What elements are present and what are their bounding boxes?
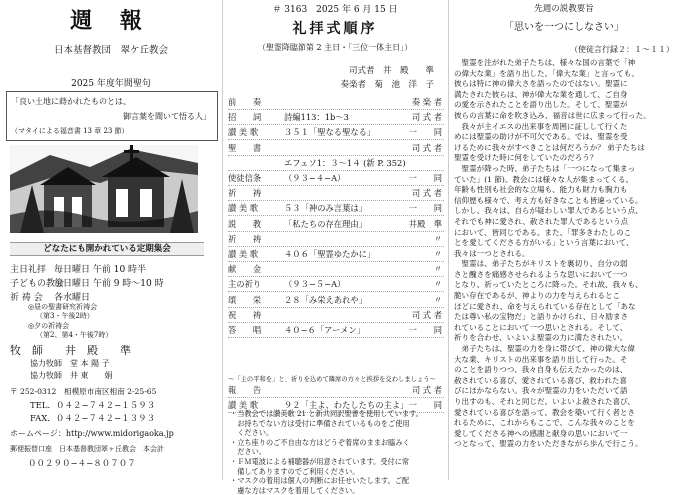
service-order-label: 祝 祷 <box>228 309 262 320</box>
verse-reference: （マタイによる福音書 13 章 23 節） <box>11 127 129 135</box>
service-order-label: 報 告 <box>228 385 262 395</box>
sermon-line: 祈りを合わせ、いよいよ聖霊の力に満たされたい。 <box>454 333 628 343</box>
service-order-who: 〃 <box>433 264 442 275</box>
service-order-who: 一 同 <box>408 203 442 214</box>
sermon-line: 彼らの言葉に命を吹き込み、福音は世に広まって行った。 <box>454 110 651 120</box>
sermon-line: 脆い存在であるが、神よりの力を与えられるとこ <box>454 291 621 301</box>
sermon-line: びにほかならない。我々が聖霊の力をいただいて語 <box>454 386 628 396</box>
schedule-sub-4: （第2、第4・午後7時） <box>36 331 113 339</box>
sermon-line: 満たされた彼らは、神が偉大な業を通して、ご自身 <box>454 89 628 99</box>
service-order-label: 祈 祷 <box>228 233 262 244</box>
sermon-line: 年齢も性別も社会的な立場も、能力も財力も胸力も <box>454 185 628 195</box>
service-order-row <box>228 126 444 140</box>
service-order-content: ９２「主よ、わたしたちの主よ」 <box>284 400 409 411</box>
service-order-who: 一 同 <box>408 127 442 138</box>
sermon-line: のことを語りつつ、我々自身も伝えたかったのは、 <box>454 365 628 375</box>
service-order-row <box>228 218 444 232</box>
service-order-label: 頌 栄 <box>228 294 262 305</box>
service-order-who: 井殿 準 <box>408 218 442 229</box>
service-order-label: 使徒信条 <box>228 173 262 183</box>
sermon-line: 我々が主イエスの出来事を周囲に証しして行くた <box>454 121 628 131</box>
sermon-scripture-reference: （使徒言行録２：１〜１１） <box>570 45 674 54</box>
service-order-label: 讃 美 歌 <box>228 249 259 259</box>
service-order-who: 一 同 <box>408 400 442 411</box>
schedule-childrens-church: 子どもの教会毎日曜日 午前 9 時〜10 時 <box>10 279 164 289</box>
service-order-row <box>228 187 444 201</box>
service-order-row <box>228 263 444 277</box>
sermon-line: の偉大な業」を語り出した。「偉大な業」と言っても、 <box>454 68 639 78</box>
peace-greeting-note: 〜「主の平和を」と、祈りを込めて隣席の方々と挨拶を交わしましょう〜 <box>228 376 436 383</box>
sermon-body <box>454 58 676 450</box>
sermon-line: 愛されている喜びを語って、教会を築いて行く者とさ <box>454 407 635 417</box>
sermon-line: たは尊い私の宝物だ」と語りかけられ、日々励まさ <box>454 312 629 322</box>
schedule-sub-2: （第3・午後2時） <box>36 312 94 320</box>
sermon-line: れるために、これからもここで、こんな我々のことを <box>454 418 635 428</box>
service-order-content: ２８「み栄えあれや」 <box>284 294 367 305</box>
order-of-service-title: 礼拝式順序 <box>292 21 378 37</box>
service-order-label: 前 奏 <box>228 97 262 107</box>
sermon-line: となり、祈っていたところに降った。それ故、我々も、 <box>454 280 643 290</box>
sermon-line: つとなって、聖霊の力をいただきながら歩んで行こう。 <box>454 439 643 449</box>
sermon-line: ほどに愛され、命を与えられている存在として「あな <box>454 301 636 311</box>
service-order-content: エフェソ1：３〜1４ (新 P. 352) <box>284 157 406 168</box>
service-order-content: ４０−６「アーメン」 <box>284 325 365 335</box>
note-line: ・ＦＭ電波による補聴器が用意されています。受付に常 <box>230 456 410 466</box>
regular-meetings-banner: どなたにも開かれている定期集会 <box>10 242 204 256</box>
verse-line-1: 「良い土地に蒔かれたものとは、 <box>11 97 131 106</box>
schedule-prayer-meeting: 祈 祷 会 各水曜日 <box>10 293 91 303</box>
service-order-row <box>228 142 444 156</box>
service-order-who: 〃 <box>433 233 442 244</box>
service-order-who: 司 式 者 <box>411 142 442 153</box>
note-line: 慮な方はマスクを着用してください。 <box>230 485 360 495</box>
service-order-who: 奏 楽 者 <box>411 97 442 107</box>
service-order-row <box>228 157 444 171</box>
service-order-content: 詩編113：1b〜3 <box>284 112 349 123</box>
sermon-line: 我々は一つとされる。 <box>454 248 530 258</box>
liturgical-day: （聖霊降臨節第 2 主日・「三位一体主日」） <box>257 43 413 52</box>
service-order-row <box>228 294 444 308</box>
sermon-summary-column <box>448 0 680 480</box>
service-order-label: 讃 美 歌 <box>228 203 259 214</box>
sermon-line: 信仰歴も様々で、考え方も好きなことも皆違っている。 <box>454 195 643 205</box>
sermon-line: ていた」(1 節)。教会には様々な人が集まってくる。 <box>454 174 634 184</box>
church-fax: FAX．０４２−７４２−１３９３ <box>30 414 156 424</box>
service-order-content: ４０６「聖霊ゆたかに」 <box>284 249 376 259</box>
note-line: お持ちでない方は受付に準備されているものをご使用 <box>230 418 410 428</box>
sermon-line: り出すのも、それと同じだ。いよいよ赦された喜び、 <box>454 397 635 406</box>
service-order-row <box>228 233 444 247</box>
service-order-label: 祈 祷 <box>228 188 262 199</box>
service-order-who: 一 同 <box>408 325 442 335</box>
church-tel: TEL．０４２−７４２−１５９３ <box>30 401 156 411</box>
service-order-content: ３５１「聖なる聖なる」 <box>284 127 376 138</box>
note-line: ・マスクの着用は個人の判断にお任せいたします。ご配 <box>230 476 410 486</box>
service-order-label: 主の祈り <box>228 279 262 290</box>
sermon-title: 「思いを一つにしなさい」 <box>504 22 624 33</box>
service-order-label: 説 教 <box>228 218 262 229</box>
service-order-who: 〃 <box>433 279 442 290</box>
schedule-sub-3: ◎夕の祈祷会 <box>28 322 70 330</box>
note-line: 備してありますのでご利用ください。 <box>230 466 360 476</box>
sermon-line: において、皆同じである。また、｢罪多きわたしのこ <box>454 227 632 237</box>
notes-list <box>230 409 423 495</box>
sermon-line: 聖霊が降った時、弟子たちは「一つになって集まっ <box>454 163 636 173</box>
sermon-line: の愛を示されたことを語り出した。そして、聖霊が <box>454 100 628 110</box>
annual-verse-box <box>6 91 218 141</box>
sermon-line: とを愛してくださる方がいる｣ という言葉において、 <box>454 238 634 248</box>
assistant-pastor-2: 協力牧師 井 東 娟 <box>30 371 113 380</box>
annual-verse-heading: 2025 年度年間聖句 <box>71 79 151 89</box>
note-line: ださい。 <box>230 447 266 457</box>
postal-account-label: 郵便振替口座 日本基督教団翠ヶ丘教会 本会計 <box>10 445 164 453</box>
service-order-row <box>228 309 444 323</box>
sermon-line: めには聖霊の助けが不可欠である。では、聖霊を受 <box>454 132 628 142</box>
service-order-row <box>228 278 444 292</box>
service-order-row <box>228 111 444 125</box>
service-order-content: 「私たちの存在理由」 <box>284 218 367 229</box>
church-illustration <box>10 145 198 233</box>
presider: 司式者 井 殿 準 <box>348 66 434 76</box>
sermon-summary-heading: 先週の説教要旨 <box>534 4 594 14</box>
sermon-line: けるために我々がすべきことは何だろうか？ 弟子たちは <box>454 142 645 152</box>
service-order-who: 一 同 <box>408 173 442 183</box>
sermon-line: 聖霊は、弟子たちがキリストを裏切り、自分の弱 <box>454 259 628 269</box>
note-line: ください。 <box>230 428 274 438</box>
service-order-row <box>228 172 444 186</box>
issue-number-date: ＃ 3163 2025 年 6 月 15 日 <box>272 5 398 15</box>
service-order-label: 答 唱 <box>228 325 262 335</box>
church-address: 〒 252-0312 相模原市南区相南 2-25-65 <box>10 387 157 396</box>
sermon-line: 彼らは特に神の偉大さを語ったのではない。聖霊に <box>454 79 628 89</box>
service-order-who: 司 式 者 <box>411 385 442 395</box>
order-of-service-column <box>222 0 448 495</box>
postal-account-number: ００２９０−４−８０７０７ <box>28 459 136 469</box>
assistant-pastor-1: 協力牧師 堂 本 陽 子 <box>30 359 110 368</box>
left-column <box>0 0 222 480</box>
service-order-row <box>228 324 444 338</box>
service-order-label: 聖 書 <box>228 142 262 153</box>
service-order-label: 讃 美 歌 <box>228 127 259 138</box>
service-order-content: （９３−４−A） <box>284 173 346 183</box>
sermon-line: さと醜さを痛感させられるような思いにおいて一つ <box>454 269 628 279</box>
service-order-label: 讃 美 歌 <box>228 400 259 411</box>
sermon-line: 愛してくださる神への感謝と献身の思いにおいて一 <box>454 428 628 438</box>
church-name: 日本基督教団 翠ケ丘教会 <box>53 45 168 56</box>
sermon-line: 弟子たちは、聖霊の力を身に帯びて、神の偉大な偉 <box>454 344 635 354</box>
verse-line-2: 御言葉を聞いて悟る人」 <box>123 112 211 121</box>
service-order-row <box>228 202 444 216</box>
sermon-line: 大な業、キリストの出来事を語り出して行った。そ <box>454 354 628 364</box>
sermon-line: れていることにおいて一つ思いとされる。そして、 <box>454 322 628 332</box>
schedule-sunday-worship: 主日礼拝 毎日曜日 午前 10 時半 <box>10 265 147 275</box>
service-order-content: （９３−５−A） <box>284 279 346 290</box>
service-order-label: 献 金 <box>228 264 262 275</box>
service-order-who: 〃 <box>433 249 442 259</box>
church-homepage-link[interactable]: ホームページ：http://www.midorigaoka.jp <box>10 429 174 438</box>
sermon-line: 聖霊を注がれた弟子たちは、様々な国の言葉で「神 <box>454 58 636 67</box>
masthead-title: 週 報 <box>70 8 152 34</box>
sermon-line: それでも神に愛され、赦された罪人であるという点 <box>454 216 629 226</box>
service-order-who: 〃 <box>433 294 442 305</box>
service-order-row <box>228 248 444 262</box>
service-order-content: ５３「神のみ言葉は」 <box>284 203 367 214</box>
service-order-who: 司 式 者 <box>411 188 442 199</box>
note-line: ・立ち座りのご不自由な方はどうぞ着席のままお臨みく <box>230 437 410 447</box>
sermon-line: 聖霊を受けた時に何をしていたのだろう？ <box>454 153 598 163</box>
sermon-line: 赦されている喜び、愛されている喜び、救われた喜 <box>454 375 627 385</box>
service-order-who: 司 式 者 <box>411 309 442 320</box>
pastor: 牧 師 井 殿 準 <box>10 344 131 357</box>
organist: 奏楽者 菊 池 洋 子 <box>340 80 434 90</box>
note-line: ・当教会では讃美歌 21 と新共同訳聖書を使用しています。 <box>230 409 423 418</box>
schedule-sub-1: ◎昼の聖書研究祈祷会 <box>28 303 98 311</box>
service-order-row <box>228 384 444 398</box>
service-order-who: 司 式 者 <box>411 112 442 123</box>
service-order-label: 招 詞 <box>228 112 262 123</box>
sermon-line: しかし、我々は、自らが疑わしい罪人であるという点、 <box>454 206 643 216</box>
service-order-row <box>228 96 444 110</box>
